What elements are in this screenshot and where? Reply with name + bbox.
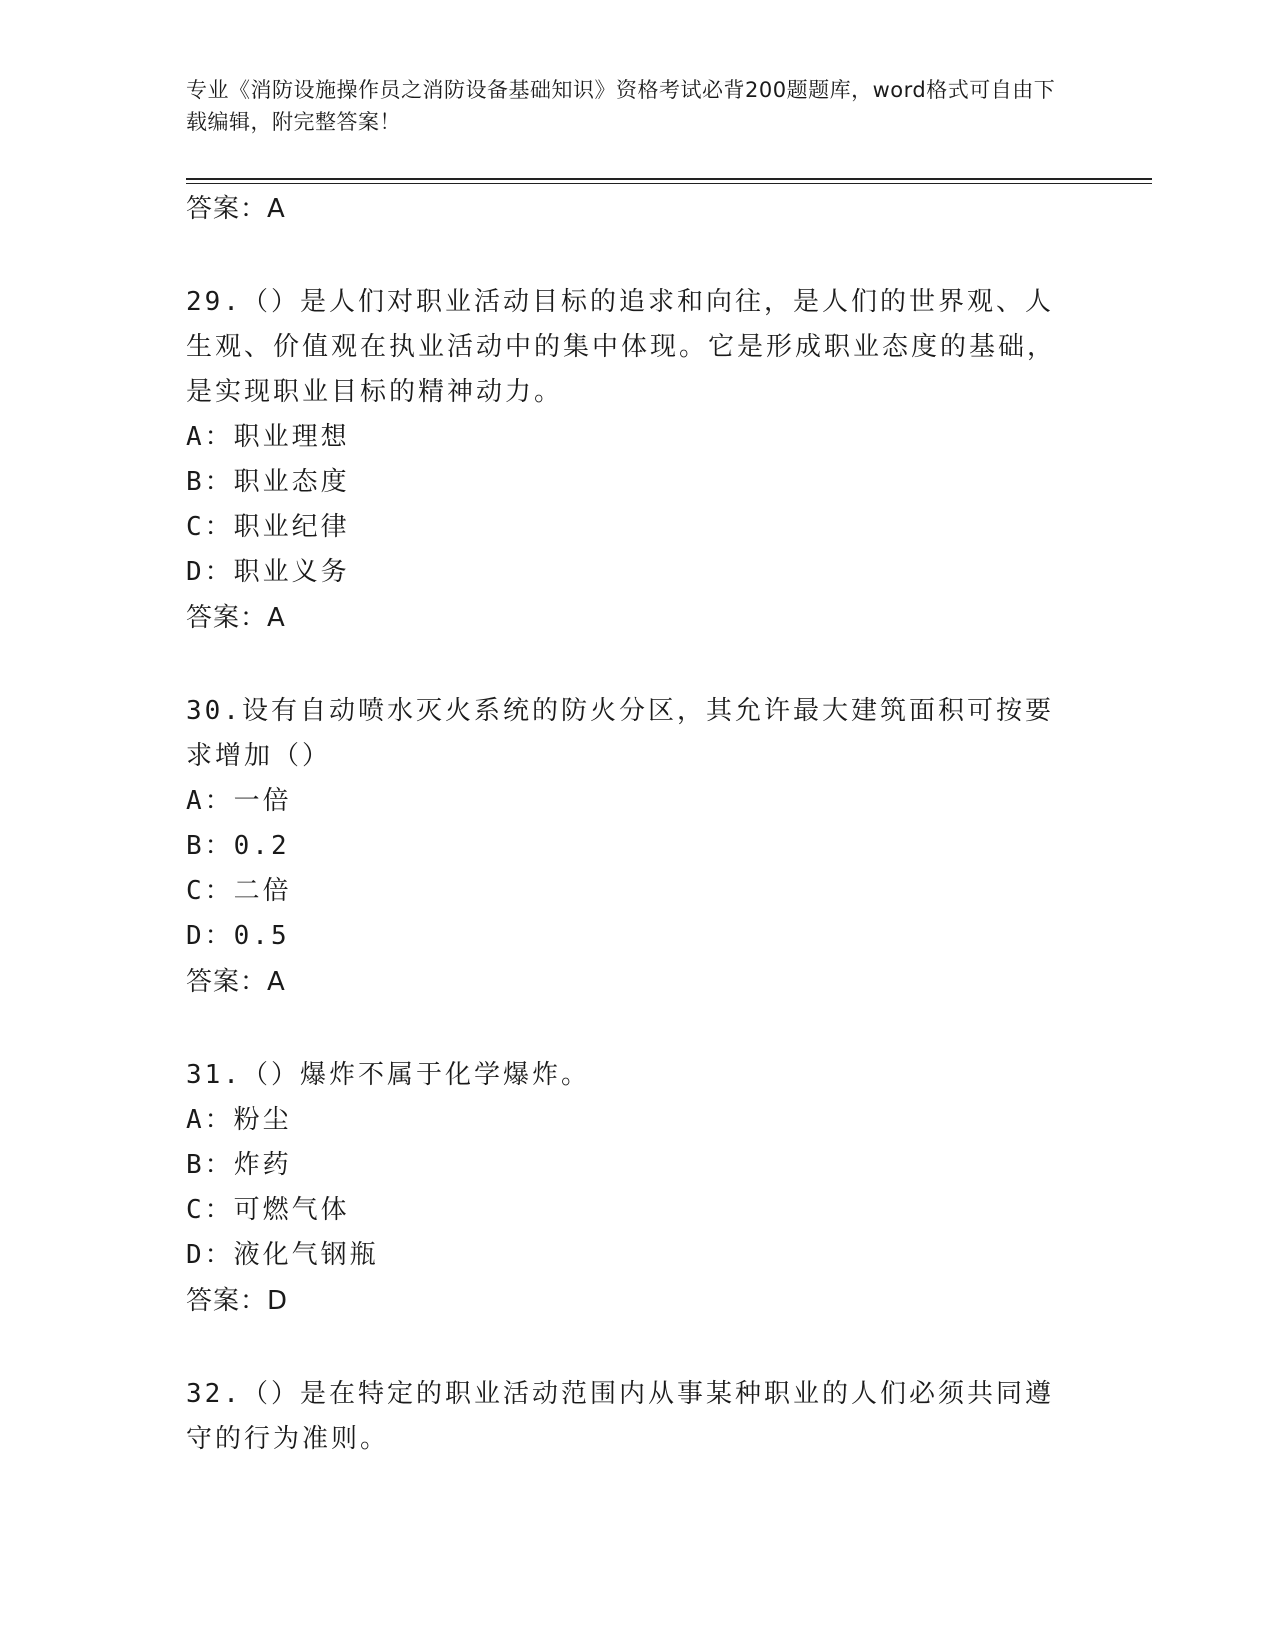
question-stem: 30.设有自动喷水灭火系统的防火分区，其允许最大建筑面积可按要求增加（） bbox=[186, 696, 1054, 771]
option-d: D：液化气钢瓶 bbox=[186, 1240, 379, 1270]
header-divider-thick bbox=[186, 178, 1152, 180]
spacer bbox=[186, 232, 1086, 280]
option-b: B：炸药 bbox=[186, 1150, 292, 1180]
question-30 bbox=[186, 689, 1086, 1005]
spacer bbox=[186, 641, 1086, 689]
document-header bbox=[186, 74, 1066, 138]
option-d: D：职业义务 bbox=[186, 557, 350, 587]
question-31 bbox=[186, 1053, 1086, 1324]
option-b: B：职业态度 bbox=[186, 467, 350, 497]
answer-line: 答案：A bbox=[186, 603, 286, 633]
option-d: D：0.5 bbox=[186, 921, 290, 951]
question-32 bbox=[186, 1372, 1086, 1462]
answer-line: 答案：A bbox=[186, 967, 286, 997]
option-c: C：二倍 bbox=[186, 876, 292, 906]
header-intro-text: 专业《消防设施操作员之消防设备基础知识》资格考试必背200题题库，word格式可自由下载编辑，附完整答案！ bbox=[186, 78, 1056, 134]
header-divider-thin bbox=[186, 183, 1152, 184]
answer-line: 答案：A bbox=[186, 194, 286, 224]
question-stem: 32.（）是在特定的职业活动范围内从事某种职业的人们必须共同遵守的行为准则。 bbox=[186, 1379, 1054, 1454]
option-c: C：可燃气体 bbox=[186, 1195, 350, 1225]
option-a: A：职业理想 bbox=[186, 422, 350, 452]
question-list bbox=[186, 186, 1086, 1462]
question-stem: 29.（）是人们对职业活动目标的追求和向往，是人们的世界观、人生观、价值观在执业活动中的集中体现。它是形成职业态度的基础，是实现职业目标的精神动力。 bbox=[186, 287, 1057, 407]
option-a: A：粉尘 bbox=[186, 1105, 292, 1135]
option-a: A：一倍 bbox=[186, 786, 292, 816]
spacer bbox=[186, 1324, 1086, 1372]
option-c: C：职业纪律 bbox=[186, 512, 350, 542]
question-29 bbox=[186, 280, 1086, 641]
spacer bbox=[186, 1005, 1086, 1053]
answer-line: 答案：D bbox=[186, 1286, 289, 1316]
question-stem: 31.（）爆炸不属于化学爆炸。 bbox=[186, 1060, 590, 1090]
option-b: B：0.2 bbox=[186, 831, 290, 861]
